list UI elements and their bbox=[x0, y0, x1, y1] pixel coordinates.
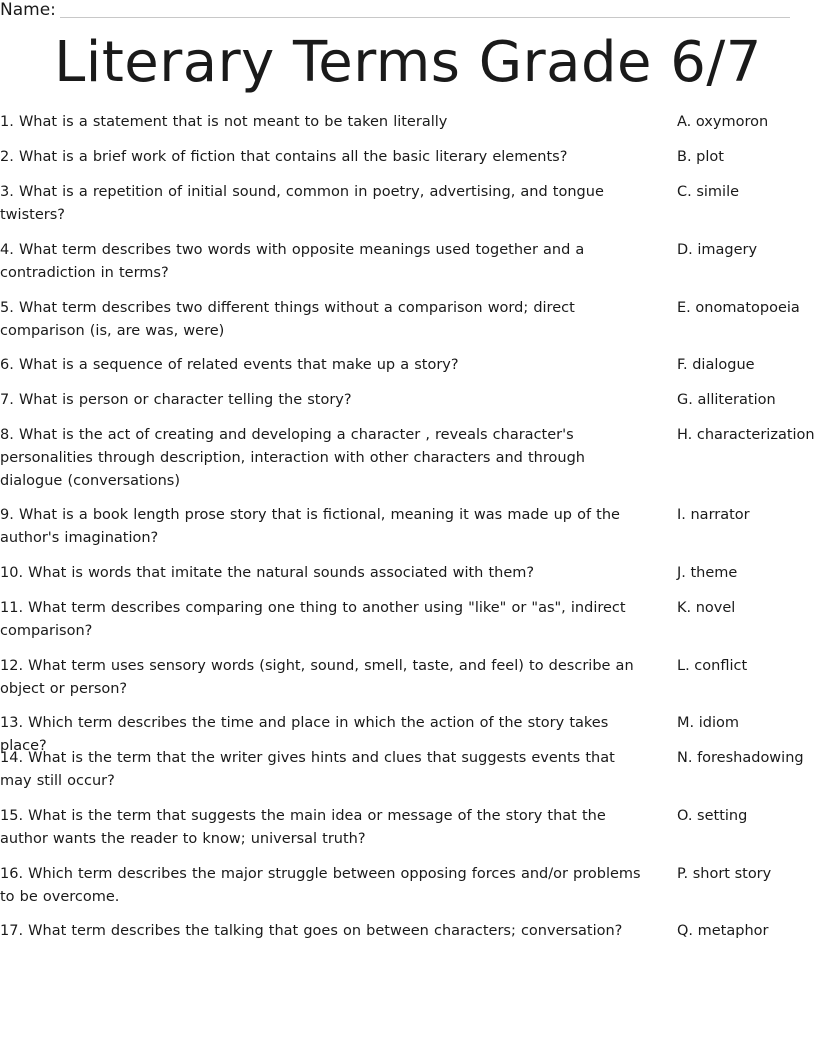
answer-option: D. imagery bbox=[677, 242, 758, 258]
answer-option: C. simile bbox=[677, 184, 740, 200]
question-text: 14. What is the term that the writer gives hints and clues that suggests events that may still occur? bbox=[0, 750, 615, 789]
question-text: 6. What is a sequence of related events that make up a story? bbox=[0, 357, 459, 373]
answer-option: H. characterization bbox=[677, 427, 815, 443]
answer-option: K. novel bbox=[677, 600, 736, 616]
question-text: 4. What term describes two words with opposite meanings used together and a contradiction in terms? bbox=[0, 242, 585, 281]
question-text: 16. Which term describes the major struggle between opposing forces and/or problems to be overcome. bbox=[0, 866, 641, 905]
question-text: 2. What is a brief work of fiction that contains all the basic literary elements? bbox=[0, 149, 568, 165]
question-text: 9. What is a book length prose story that is fictional, meaning it was made up of the author's imagination? bbox=[0, 507, 620, 546]
answer-option: N. foreshadowing bbox=[677, 750, 804, 766]
answer-option: P. short story bbox=[677, 866, 772, 882]
question-text: 5. What term describes two different things without a comparison word; direct comparison (is, are was, were) bbox=[0, 300, 575, 339]
answer-option: B. plot bbox=[677, 149, 724, 165]
page-title: Literary Terms Grade 6/7 bbox=[54, 30, 762, 95]
answer-option: I. narrator bbox=[677, 507, 750, 523]
name-label: Name: bbox=[0, 0, 56, 20]
question-text: 10. What is words that imitate the natural sounds associated with them? bbox=[0, 565, 535, 581]
question-text: 17. What term describes the talking that goes on between characters; conversation? bbox=[0, 923, 623, 939]
answer-option: L. conflict bbox=[677, 658, 748, 674]
question-text: 8. What is the act of creating and developing a character , reveals character's personalities through description, interaction with other characters and through dialogue (conversations) bbox=[0, 427, 585, 489]
question-text: 13. Which term describes the time and place in which the action of the story takes place? bbox=[0, 715, 609, 754]
answer-option: E. onomatopoeia bbox=[677, 300, 800, 316]
answer-option: F. dialogue bbox=[677, 357, 755, 373]
question-text: 12. What term uses sensory words (sight, sound, smell, taste, and feel) to describe an object or person? bbox=[0, 658, 634, 697]
question-text: 1. What is a statement that is not meant to be taken literally bbox=[0, 114, 448, 130]
answer-option: Q. metaphor bbox=[677, 923, 769, 939]
name-row bbox=[0, 0, 790, 22]
question-text: 11. What term describes comparing one thing to another using "like" or "as", indirect comparison? bbox=[0, 600, 626, 639]
answer-option: O. setting bbox=[677, 808, 748, 824]
question-text: 7. What is person or character telling the story? bbox=[0, 392, 352, 408]
answer-option: J. theme bbox=[677, 565, 738, 581]
answer-option: M. idiom bbox=[677, 715, 739, 731]
answer-option: A. oxymoron bbox=[677, 114, 769, 130]
answer-option: G. alliteration bbox=[677, 392, 776, 408]
question-text: 3. What is a repetition of initial sound, common in poetry, advertising, and tongue twisters? bbox=[0, 184, 604, 223]
question-text: 15. What is the term that suggests the main idea or message of the story that the author wants the reader to know; universal truth? bbox=[0, 808, 606, 847]
name-line[interactable] bbox=[60, 17, 790, 18]
